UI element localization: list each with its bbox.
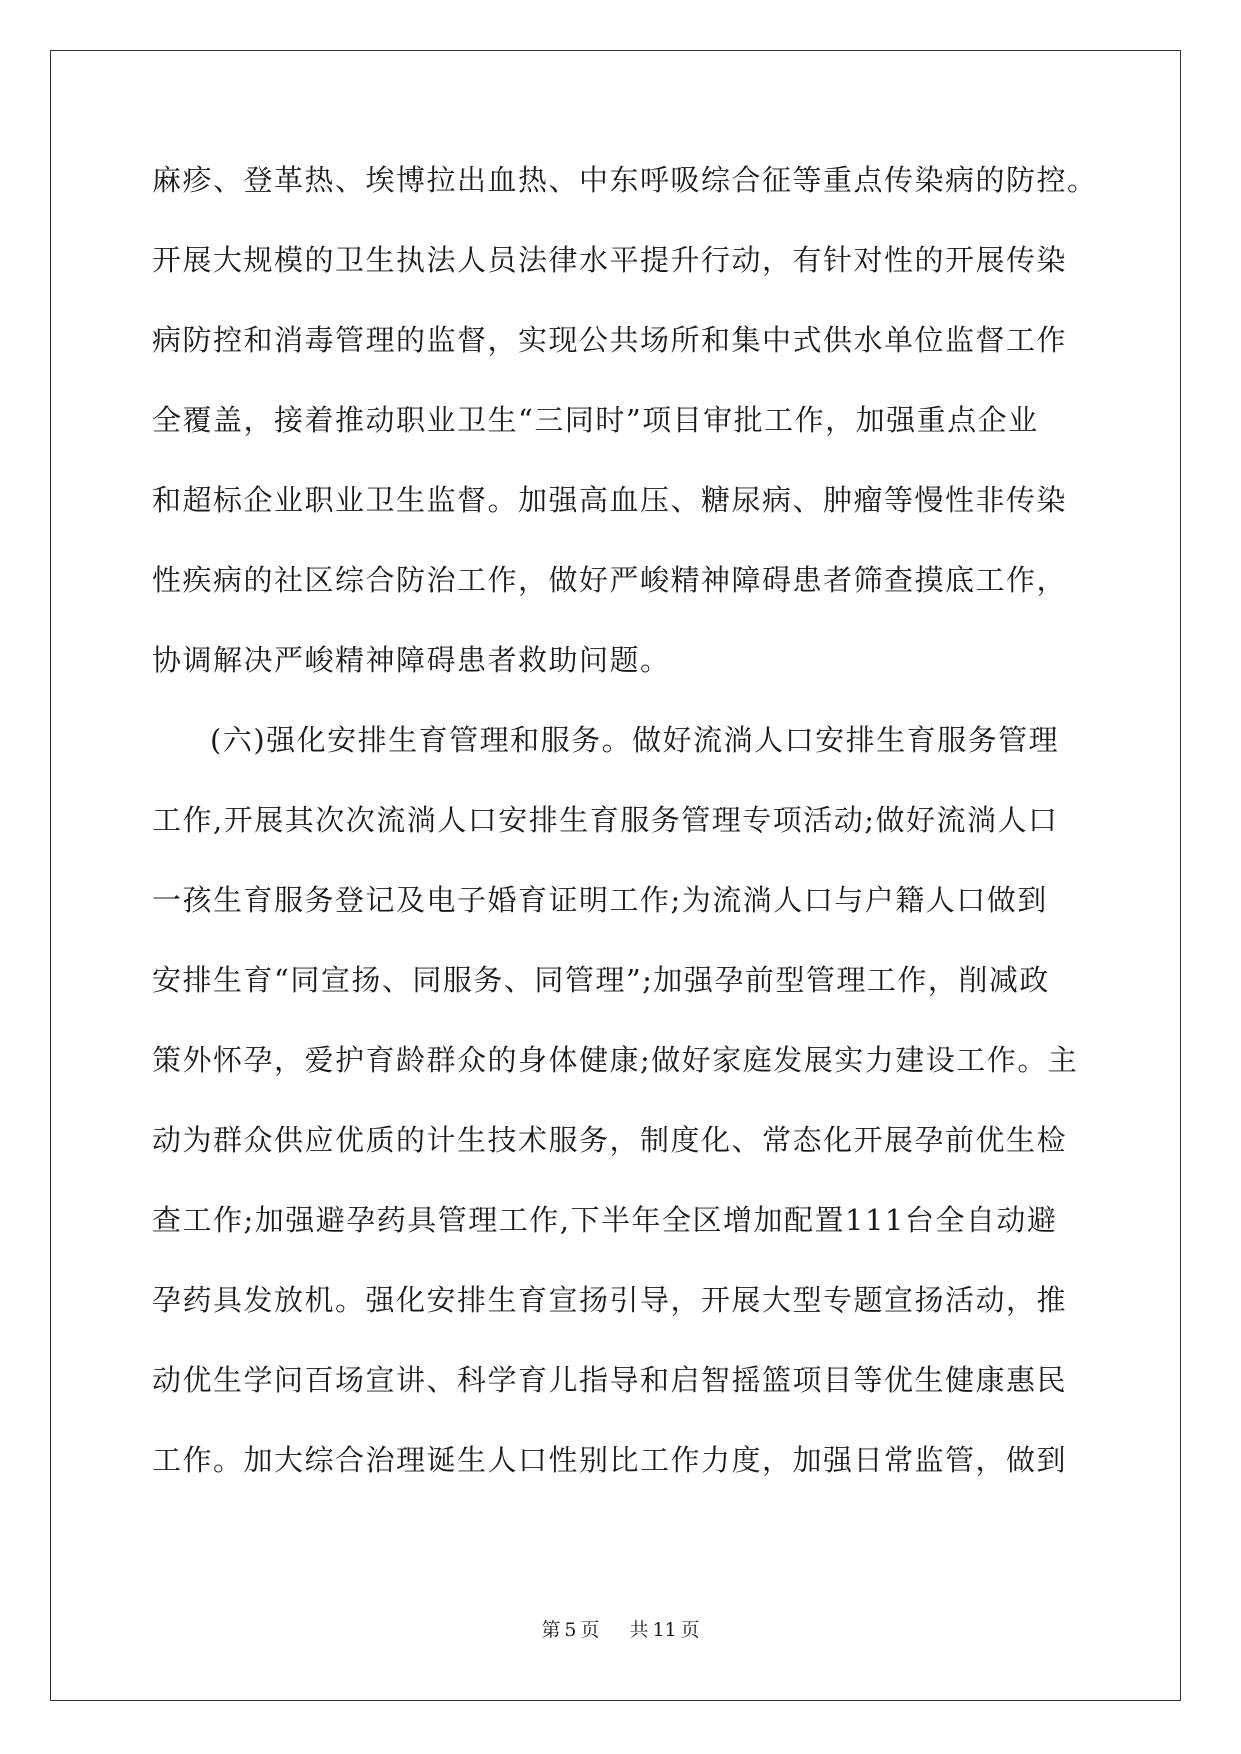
total-suffix: 页 xyxy=(680,1619,700,1641)
page-prefix: 第 xyxy=(541,1619,561,1641)
page-number: 5 xyxy=(564,1619,577,1641)
total-pages: 11 xyxy=(652,1619,677,1641)
text-line: 策外怀孕，爱护育龄群众的身体健康;做好家庭发展实力建设工作。主 xyxy=(152,1043,1079,1077)
page-suffix: 页 xyxy=(580,1619,600,1641)
text-line: 协调解决严峻精神障碍患者救助问题。 xyxy=(152,643,671,677)
text-line: 一孩生育服务登记及电子婚育证明工作;为流淌人口与户籍人口做到 xyxy=(152,883,1048,917)
document-body xyxy=(152,160,1098,1520)
text-line: 病防控和消毒管理的监督，实现公共场所和集中式供水单位监督工作 xyxy=(152,323,1068,357)
text-line: 开展大规模的卫生执法人员法律水平提升行动，有针对性的开展传染 xyxy=(152,243,1068,277)
page-footer xyxy=(0,1618,1241,1642)
text-line: 全覆盖，接着推动职业卫生“三同时”项目审批工作，加强重点企业 xyxy=(152,403,1039,437)
text-line: 动优生学问百场宣讲、科学育儿指导和启智摇篮项目等优生健康惠民 xyxy=(152,1363,1068,1397)
text-line: 和超标企业职业卫生监督。加强高血压、糖尿病、肿瘤等慢性非传染 xyxy=(152,483,1068,517)
text-line: 查工作;加强避孕药具管理工作,下半年全区增加配置111台全自动避 xyxy=(152,1203,1058,1237)
text-line: 工作,开展其次次流淌人口安排生育服务管理专项活动;做好流淌人口 xyxy=(152,803,1059,837)
paragraph-start-line: (六)强化安排生育管理和服务。做好流淌人口安排生育服务管理 xyxy=(210,723,1060,757)
text-line: 动为群众供应优质的计生技术服务，制度化、常态化开展孕前优生检 xyxy=(152,1123,1068,1157)
text-line: 性疾病的社区综合防治工作，做好严峻精神障碍患者筛查摸底工作， xyxy=(152,563,1068,597)
text-line: 安排生育“同宣扬、同服务、同管理”;加强孕前型管理工作，削减政 xyxy=(152,963,1050,997)
total-prefix: 共 xyxy=(629,1619,649,1641)
text-line: 工作。加大综合治理诞生人口性别比工作力度，加强日常监管，做到 xyxy=(152,1443,1068,1477)
text-line: 麻疹、登革热、埃博拉出血热、中东呼吸综合征等重点传染病的防控。 xyxy=(152,163,1098,197)
text-line: 孕药具发放机。强化安排生育宣扬引导，开展大型专题宣扬活动，推 xyxy=(152,1283,1068,1317)
